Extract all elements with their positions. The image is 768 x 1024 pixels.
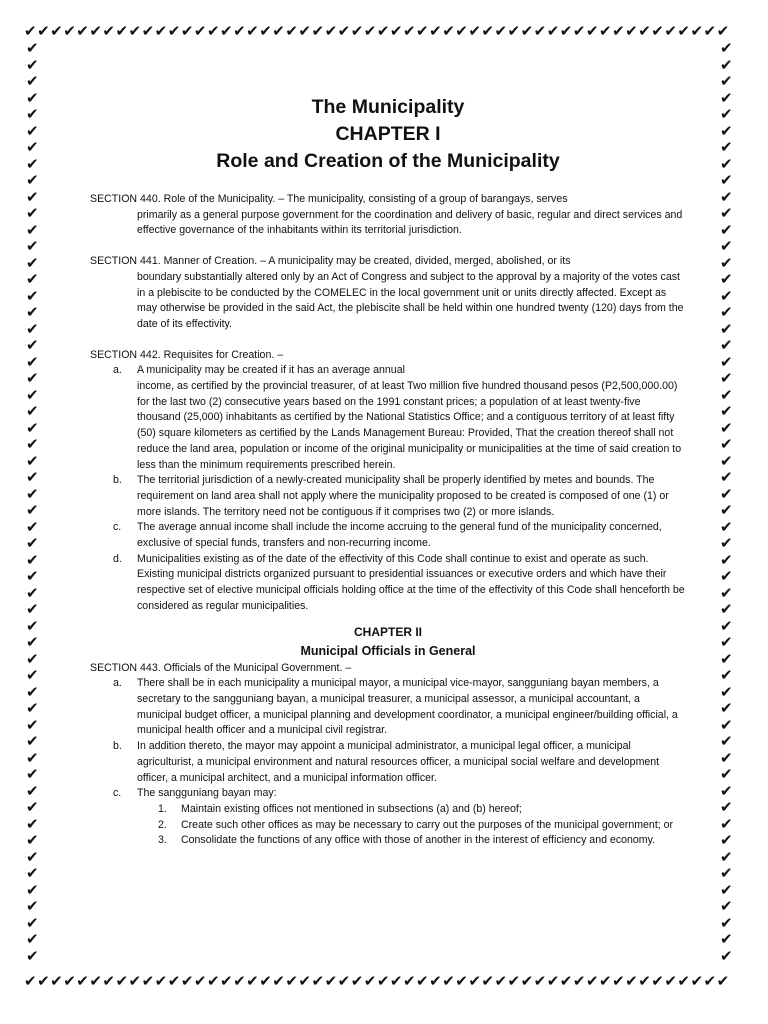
section-443 (90, 661, 686, 849)
list-item-text: The sangguniang bayan may: (137, 787, 277, 800)
list-item-label: b. (113, 474, 122, 487)
list-item (90, 520, 686, 551)
list-item-text: The average annual income shall include the income accruing to the general fund of the municipality concerned, exclusive of special funds, transfers and non-recurring income. (137, 521, 662, 550)
list-item (90, 739, 686, 786)
sub-list-item-label: 3. (158, 834, 167, 847)
section-440-head: SECTION 440. Role of the Municipality. – The municipality, consisting of a group of barangays, serves (90, 193, 568, 205)
document-body (90, 94, 686, 864)
section-441-body: boundary substantially altered only by an Act of Congress and subject to the approval by a majority of the votes cast in a plebiscite to be conducted by the COMELEC in the local government unit or units directly affected. Except as may otherwise be provided in the said Act, the plebiscite shall be held within one hundred twenty (120) days from the date of its effectivity. (137, 270, 684, 330)
list-item-text: There shall be in each municipality a municipal mayor, a municipal vice-mayor, sangguniang bayan members, a secretary to the sangguniang bayan, a municipal treasurer, a municipal assessor, a municipal accountant, a municipal budget officer, a municipal planning and development coordinator, a municipal engineer/building official, a municipal health officer and a municipal civil registrar. (137, 677, 678, 737)
sub-list-item (90, 833, 686, 849)
list-item-text: Municipalities existing as of the date of the effectivity of this Code shall continue to exist and operate as such. Existing municipal districts organized pursuant to presidential issuances or executive orders and which have their respective set of elective municipal officials holding office at the time of the effectivity of this Code shall henceforth be considered as regular municipalities. (137, 552, 685, 612)
section-441-head: SECTION 441. Manner of Creation. – A municipality may be created, divided, merged, abolished, or its (90, 255, 571, 268)
list-item-first-line: A municipality may be created if it has an average annual (137, 364, 405, 377)
list-item-text: income, as certified by the provincial treasurer, of at least Two million five hundred thousand pesos (P2,500,000.00) for the last two (2) consecutive years based on the 1991 constant prices; a population of at least twenty-five thousand (25,000) inhabitants as certified by the National Statistics Office; and a contiguous territory of at least fifty (50) square kilometers as certified by the Lands Management Bureau: Provided, That the creation thereof shall not reduce the land area, population or income of the original municipality or municipalities at the time of said creation to less than the minimum requirements prescribed herein. (137, 380, 682, 471)
chapter-2-label: CHAPTER II (353, 624, 422, 639)
sub-list-item-text: Consolidate the functions of any office with those of another in the interest of efficiency and economy. (181, 834, 656, 847)
section-442 (90, 348, 686, 615)
section-440 (90, 192, 686, 239)
sub-list-item-text: Maintain existing offices not mentioned in subsections (a) and (b) hereof; (181, 802, 522, 815)
decorative-border-right: ✔︎ ✔︎ ✔︎ ✔︎ ✔︎ ✔︎ ✔︎ ✔︎ ✔︎ ✔︎ ✔︎ ✔︎ ✔︎ ✔︎ ✔︎ ✔︎ ✔︎ ✔︎ ✔︎ ✔︎ ✔︎ ✔︎ ✔︎ ✔︎ ✔︎ ✔︎ ✔︎ ✔︎ ✔︎ ✔︎ ✔︎ ✔︎ ✔︎ ✔︎ ✔︎ ✔︎ ✔︎ ✔︎ ✔︎ ✔︎ ✔︎ ✔︎ ✔︎ ✔︎ ✔︎ ✔︎ ✔︎ ✔︎ ✔︎ ✔︎ ✔︎ ✔︎ ✔︎ ✔︎ ✔︎ ✔︎ (720, 40, 733, 965)
sub-list-item-text: Create such other offices as may be necessary to carry out the purposes of the municipal government; or (181, 818, 674, 831)
sub-list-item (90, 802, 686, 818)
list-item-label: a. (113, 677, 122, 690)
list-item-label: d. (113, 552, 122, 565)
document-title: The Municipality (311, 96, 465, 118)
section-440-body: primarily as a general purpose government for the coordination and delivery of basic, regular and direct services and effective governance of the inhabitants within its territorial jurisdiction. (137, 208, 683, 237)
chapter-2-title: Municipal Officials in General (300, 643, 476, 658)
sub-list-item-label: 2. (158, 818, 167, 831)
chapter-title: Role and Creation of the Municipality (216, 150, 560, 172)
list-item-text: The territorial jurisdiction of a newly-created municipality shall be properly identified by metes and bounds. The requirement on land area shall not apply where the municipality proposed to be created is composed of one (1) or more islands. The territory need not be contiguous if it comprises two (2) or more islands. (137, 474, 669, 518)
list-item (90, 363, 686, 473)
section-443-head: SECTION 443. Officials of the Municipal Government. – (90, 661, 352, 674)
decorative-border-bottom: ✔︎✔︎✔︎✔︎✔︎✔︎✔︎✔︎✔︎✔︎✔︎✔︎✔︎✔︎✔︎✔︎✔︎✔︎✔︎✔︎✔︎✔︎✔︎✔︎✔︎✔︎✔︎✔︎✔︎✔︎✔︎✔︎✔︎✔︎✔︎✔︎✔︎✔︎✔︎✔︎✔︎✔︎✔︎✔︎✔︎✔︎✔︎✔︎✔︎✔︎✔︎✔︎✔︎✔︎ (24, 972, 730, 990)
chapter-label: CHAPTER I (335, 123, 441, 145)
sub-list-item-label: 1. (158, 802, 167, 815)
decorative-border-left: ✔︎ ✔︎ ✔︎ ✔︎ ✔︎ ✔︎ ✔︎ ✔︎ ✔︎ ✔︎ ✔︎ ✔︎ ✔︎ ✔︎ ✔︎ ✔︎ ✔︎ ✔︎ ✔︎ ✔︎ ✔︎ ✔︎ ✔︎ ✔︎ ✔︎ ✔︎ ✔︎ ✔︎ ✔︎ ✔︎ ✔︎ ✔︎ ✔︎ ✔︎ ✔︎ ✔︎ ✔︎ ✔︎ ✔︎ ✔︎ ✔︎ ✔︎ ✔︎ ✔︎ ✔︎ ✔︎ ✔︎ ✔︎ ✔︎ ✔︎ ✔︎ ✔︎ ✔︎ ✔︎ ✔︎ ✔︎ (26, 40, 39, 965)
sub-list-item (90, 818, 686, 834)
section-441 (90, 254, 686, 333)
section-442-head: SECTION 442. Requisites for Creation. – (90, 348, 284, 361)
list-item-label: a. (113, 364, 122, 377)
list-item-label: b. (113, 740, 122, 753)
list-item-label: c. (113, 521, 122, 534)
list-item (90, 676, 686, 739)
title-block (90, 94, 686, 175)
list-item (90, 552, 686, 615)
list-item (90, 786, 686, 802)
list-item-text: In addition thereto, the mayor may appoint a municipal administrator, a municipal legal officer, a municipal agriculturist, a municipal environment and natural resources officer, a municipal social welfare and development officer, a municipal architect, and a municipal information officer. (137, 740, 660, 784)
list-item-label: c. (113, 787, 122, 800)
decorative-border-top: ✔︎✔︎✔︎✔︎✔︎✔︎✔︎✔︎✔︎✔︎✔︎✔︎✔︎✔︎✔︎✔︎✔︎✔︎✔︎✔︎✔︎✔︎✔︎✔︎✔︎✔︎✔︎✔︎✔︎✔︎✔︎✔︎✔︎✔︎✔︎✔︎✔︎✔︎✔︎✔︎✔︎✔︎✔︎✔︎✔︎✔︎✔︎✔︎✔︎✔︎✔︎✔︎✔︎✔︎ (24, 22, 730, 40)
list-item (90, 473, 686, 520)
